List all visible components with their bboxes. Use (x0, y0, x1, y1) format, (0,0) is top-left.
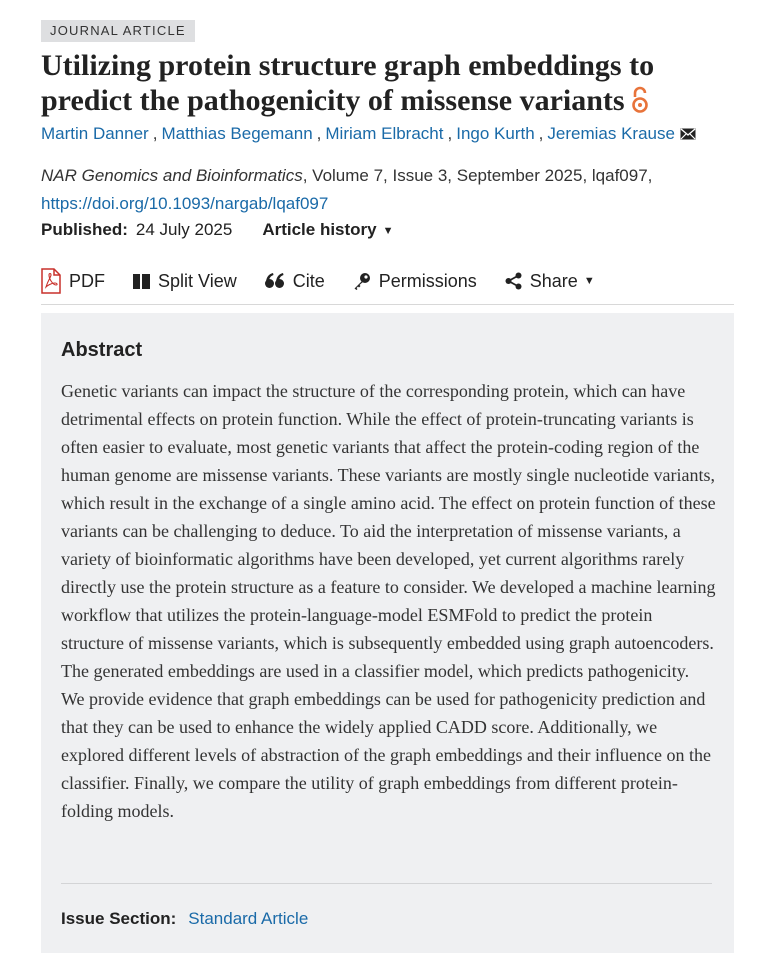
open-access-icon (631, 86, 649, 122)
cite-label: Cite (292, 270, 325, 291)
published-row (41, 218, 394, 243)
split-view-icon (133, 274, 150, 289)
author-separator: , (316, 124, 322, 143)
author-separator: , (538, 124, 544, 143)
abstract-section (41, 313, 734, 953)
cite-button[interactable] (265, 266, 325, 296)
quote-icon (265, 273, 285, 289)
divider (61, 883, 712, 884)
issue-section-label: Issue Section: (61, 909, 177, 928)
article-type-badge: JOURNAL ARTICLE (41, 20, 195, 42)
pdf-icon (41, 268, 61, 294)
journal-name: NAR Genomics and Bioinformatics (41, 166, 303, 185)
author-link[interactable]: Jeremias Krause (547, 124, 675, 143)
pdf-button[interactable] (41, 266, 105, 296)
pdf-label: PDF (69, 270, 105, 291)
split-view-label: Split View (158, 270, 237, 291)
abstract-heading: Abstract (61, 339, 143, 361)
key-icon (353, 272, 371, 290)
article-history-toggle[interactable] (262, 220, 393, 239)
envelope-icon[interactable] (680, 123, 696, 147)
author-separator: , (152, 124, 158, 143)
author-list (41, 122, 741, 147)
published-date: 24 July 2025 (135, 220, 233, 239)
issue-section-link[interactable]: Standard Article (188, 909, 309, 928)
author-link[interactable]: Ingo Kurth (456, 124, 535, 143)
citation (41, 162, 731, 218)
issue-section-row (61, 907, 308, 931)
author-separator: , (447, 124, 453, 143)
doi-link[interactable]: https://doi.org/10.1093/nargab/lqaf097 (41, 194, 329, 213)
share-icon (505, 272, 522, 290)
share-label: Share (529, 270, 578, 291)
author-link[interactable]: Martin Danner (41, 124, 149, 143)
citation-details: , Volume 7, Issue 3, September 2025, lqaf097, (302, 166, 653, 185)
caret-down-icon: ▼ (382, 225, 394, 237)
abstract-text: Genetic variants can impact the structure of the corresponding protein, which can have detrimental effects on protein function. While the effect of protein-truncating variants is often easier to evaluate, most genetic variants that affect the protein-coding region of the human genome are missense variants. These variants are mostly single nucleotide variants, which result in the exchange of a single amino acid. The effect on protein function of these variants can be challenging to deduce. To aid the interpretation of missense variants, a variety of bioinformatic algorithms have been developed, yet current algorithms rarely directly use the protein structure as a feature to consider. We developed a machine learning workflow that utilizes the protein-language-model ESMFold to predict the protein structure of missense variants, which is subsequently embedded using graph autoencoders. The generated embeddings are used in a classifier model, which predicts pathogenicity. We provide evidence that graph embeddings can be used for pathogenicity prediction and that they can be used to enhance the widely applied CADD score. Additionally, we explored different levels of abstraction of the graph embeddings and their influence on the classifier. Finally, we compare the utility of graph embeddings from different protein-folding models. (61, 381, 716, 821)
permissions-button[interactable] (353, 266, 477, 296)
article-toolbar (41, 266, 734, 305)
article-history-label: Article history (262, 220, 377, 239)
permissions-label: Permissions (378, 270, 477, 291)
author-link[interactable]: Matthias Begemann (161, 124, 313, 143)
split-view-button[interactable] (133, 266, 237, 296)
share-button[interactable] (505, 266, 595, 296)
author-link[interactable]: Miriam Elbracht (325, 124, 444, 143)
caret-down-icon: ▼ (583, 275, 595, 287)
published-label: Published: (41, 220, 128, 239)
article-title (41, 48, 731, 122)
article-title-text: Utilizing protein structure graph embeddings to predict the pathogenicity of missense variants (41, 49, 655, 117)
